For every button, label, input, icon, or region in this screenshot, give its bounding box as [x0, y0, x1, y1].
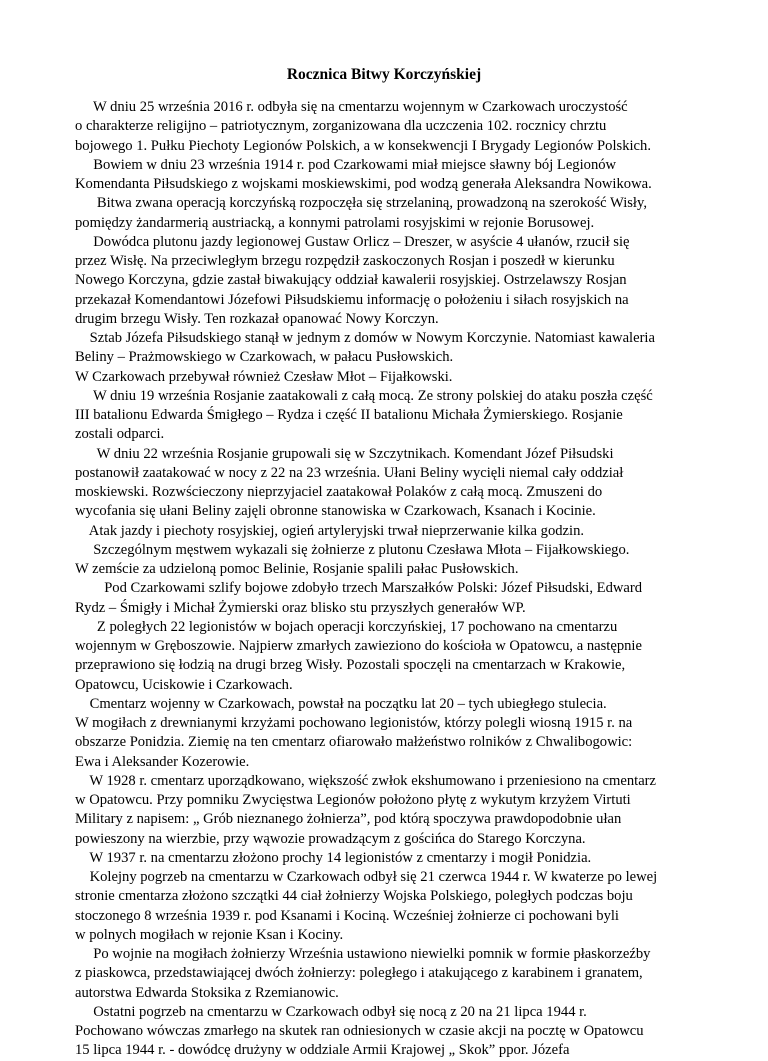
text-line: Z poległych 22 legionistów w bojach operacji korczyńskiej, 17 pochowano na cmentarzu [75, 618, 618, 635]
text-line: zostali odparci. [75, 426, 165, 443]
text-line: drugim brzegu Wisły. Ten rozkazał opanować Nowy Korczyn. [75, 310, 439, 327]
text-line: Kolejny pogrzeb na cmentarzu w Czarkowach odbył się 21 czerwca 1944 r. W kwaterze po lewej [75, 869, 658, 885]
text-line: III batalionu Edwarda Śmigłego – Rydza i część II batalionu Michała Żymierskiego. Rosjanie [75, 407, 623, 423]
text-line: przekazał Komendantowi Józefowi Piłsudskiemu informację o położeniu i siłach rosyjskich na [75, 291, 629, 308]
text-line: Atak jazdy i piechoty rosyjskiej, ogień artyleryjski trwał nieprzerwanie kilka godzin. [75, 522, 585, 539]
text-line: bojowego 1. Pułku Piechoty Legionów Polskich, a w konsekwencji I Brygady Legionów Polskich. [75, 137, 651, 154]
text-line: Po wojnie na mogiłach żołnierzy Września ustawiono niewielki pomnik w formie płaskorzeźby [75, 946, 651, 962]
text-line: z piaskowca, przedstawiającej dwóch żołnierzy: poległego i atakującego z karabinem i granatem, [75, 965, 643, 982]
text-line: Bowiem w dniu 23 września 1914 r. pod Czarkowami miał miejsce sławny bój Legionów [75, 156, 617, 173]
text-line: obszarze Ponidzia. Ziemię na ten cmentarz ofiarowało małżeństwo rolników z Chwalibogowic: [75, 734, 633, 751]
text-line: Cmentarz wojenny w Czarkowach, powstał na początku lat 20 – tych ubiegłego stulecia. [75, 695, 607, 712]
text-line: Nowego Korczyna, gdzie zastał biwakujący oddział kawalerii rosyjskiej. Ostrzelawszy Rosjan [75, 272, 627, 289]
text-line: Pod Czarkowami szlify bojowe zdobyło trzech Marszałków Polski: Józef Piłsudski, Edward [75, 580, 643, 597]
text-line: pomiędzy żandarmerią austriacką, a konnymi patrolami rosyjskimi w rejonie Borusowej. [75, 214, 595, 231]
text-line: W 1937 r. na cmentarzu złożono prochy 14 legionistów z cmentarzy i mogił Ponidzia. [75, 849, 592, 866]
text-line: Komendanta Piłsudskiego z wojskami moskiewskimi, pod wodzą generała Aleksandra Nowikowa. [75, 176, 652, 192]
text-line: Szczególnym męstwem wykazali się żołnierze z plutonu Czesława Młota – Fijałkowskiego. [75, 541, 630, 558]
text-line: Pochowano wówczas zmarłego na skutek ran odniesionych w czasie akcji na pocztę w Opatowcu [75, 1023, 644, 1039]
text-line: Dowódca plutonu jazdy legionowej Gustaw Orlicz – Dreszer, w asyście 4 ułanów, rzucił się [75, 233, 630, 250]
text-line: Ewa i Aleksander Kozerowie. [75, 753, 250, 770]
text-line: W zemście za udzieloną pomoc Belinie, Rosjanie spalili pałac Pusłowskich. [75, 561, 519, 577]
text-line: 15 lipca 1944 r. - dowódcę drużyny w oddziale Armii Krajowej „ Skok” ppor. Józefa [75, 1042, 570, 1059]
text-line: wojennym w Gręboszowie. Najpierw zmarłych zawieziono do kościoła w Opatowcu, a następnie [75, 638, 642, 654]
document-title: Rocznica Bitwy Korczyńskiej [286, 66, 482, 83]
text-line: W Czarkowach przebywał również Czesław Młot – Fijałkowski. [75, 368, 453, 385]
text-line: W dniu 25 września 2016 r. odbyła się na cmentarzu wojennym w Czarkowach uroczystość [75, 99, 628, 115]
text-line: Ostatni pogrzeb na cmentarzu w Czarkowach odbył się nocą z 20 na 21 lipca 1944 r. [75, 1003, 587, 1020]
text-line: stronie cmentarza złożono szczątki 44 ciał żołnierzy Wojska Polskiego, poległych podczas boju [75, 888, 633, 905]
text-line: o charakterze religijno – patriotycznym, zorganizowana dla uczczenia 102. rocznicy chrztu [75, 118, 607, 135]
text-line: moskiewski. Rozwścieczony nieprzyjaciel zaatakował Polaków z całą mocą. Zmuszeni do [75, 484, 603, 500]
text-line: W dniu 22 września Rosjanie grupowali się w Szczytnikach. Komendant Józef Piłsudski [75, 445, 614, 462]
text-line: postanowił zaatakować w nocy z 22 na 23 września. Ułani Beliny wycięli niemal cały oddział [75, 464, 624, 481]
text-line: przez Wisłę. Na przeciwległym brzegu rozpędził zaskoczonych Rosjan i poszedł w kierunku [75, 253, 615, 269]
text-line: w polnych mogiłach w rejonie Ksan i Kociny. [75, 926, 344, 943]
text-line: wycofania się ułani Beliny zajęli obronne stanowiska w Czarkowach, Ksanach i Kocinie. [75, 503, 596, 520]
text-line: W dniu 19 września Rosjanie zaatakowali z całą mocą. Ze strony polskiej do ataku poszła część [75, 387, 653, 404]
text-line: Rydz – Śmigły i Michał Żymierski oraz blisko stu przyszłych generałów WP. [75, 599, 526, 616]
text-line: Military z napisem: „ Grób nieznanego żołnierza”, pod którą spoczywa prawdopodobnie ułan [75, 811, 622, 828]
text-line: Bitwa zwana operacją korczyńską rozpoczęła się strzelaniną, prowadzoną na szerokość Wisły, [75, 195, 647, 212]
text-line: Sztab Józefa Piłsudskiego stanął w jednym z domów w Nowym Korczynie. Natomiast kawaleria [75, 330, 655, 346]
text-line: Opatowcu, Uciskowie i Czarkowach. [75, 676, 293, 693]
text-line: przeprawiono się łodzią na drugi brzeg Wisły. Pozostali spoczęli na cmentarzach w Krakowie, [75, 657, 626, 674]
text-line: Beliny – Prażmowskiego w Czarkowach, w pałacu Pusłowskich. [75, 349, 454, 366]
text-line: stoczonego 8 września 1939 r. pod Ksanami i Kociną. Wcześniej żołnierze ci pochowani byli [75, 907, 619, 924]
text-line: W 1928 r. cmentarz uporządkowano, większość zwłok ekshumowano i przeniesiono na cmentarz [75, 772, 657, 789]
text-line: w Opatowcu. Przy pomniku Zwycięstwa Legionów położono płytę z wykutym krzyżem Virtuti [75, 792, 631, 808]
document-body [75, 98, 715, 1061]
text-line: autorstwa Edwarda Stoksika z Rzemianowic. [75, 984, 339, 1001]
text-line: W mogiłach z drewnianymi krzyżami pochowano legionistów, którzy polegli wiosną 1915 r. na [75, 715, 633, 731]
text-line: powieszony na wierzbie, przy wąwozie prowadzącym z gościńca do Starego Korczyna. [75, 830, 586, 847]
